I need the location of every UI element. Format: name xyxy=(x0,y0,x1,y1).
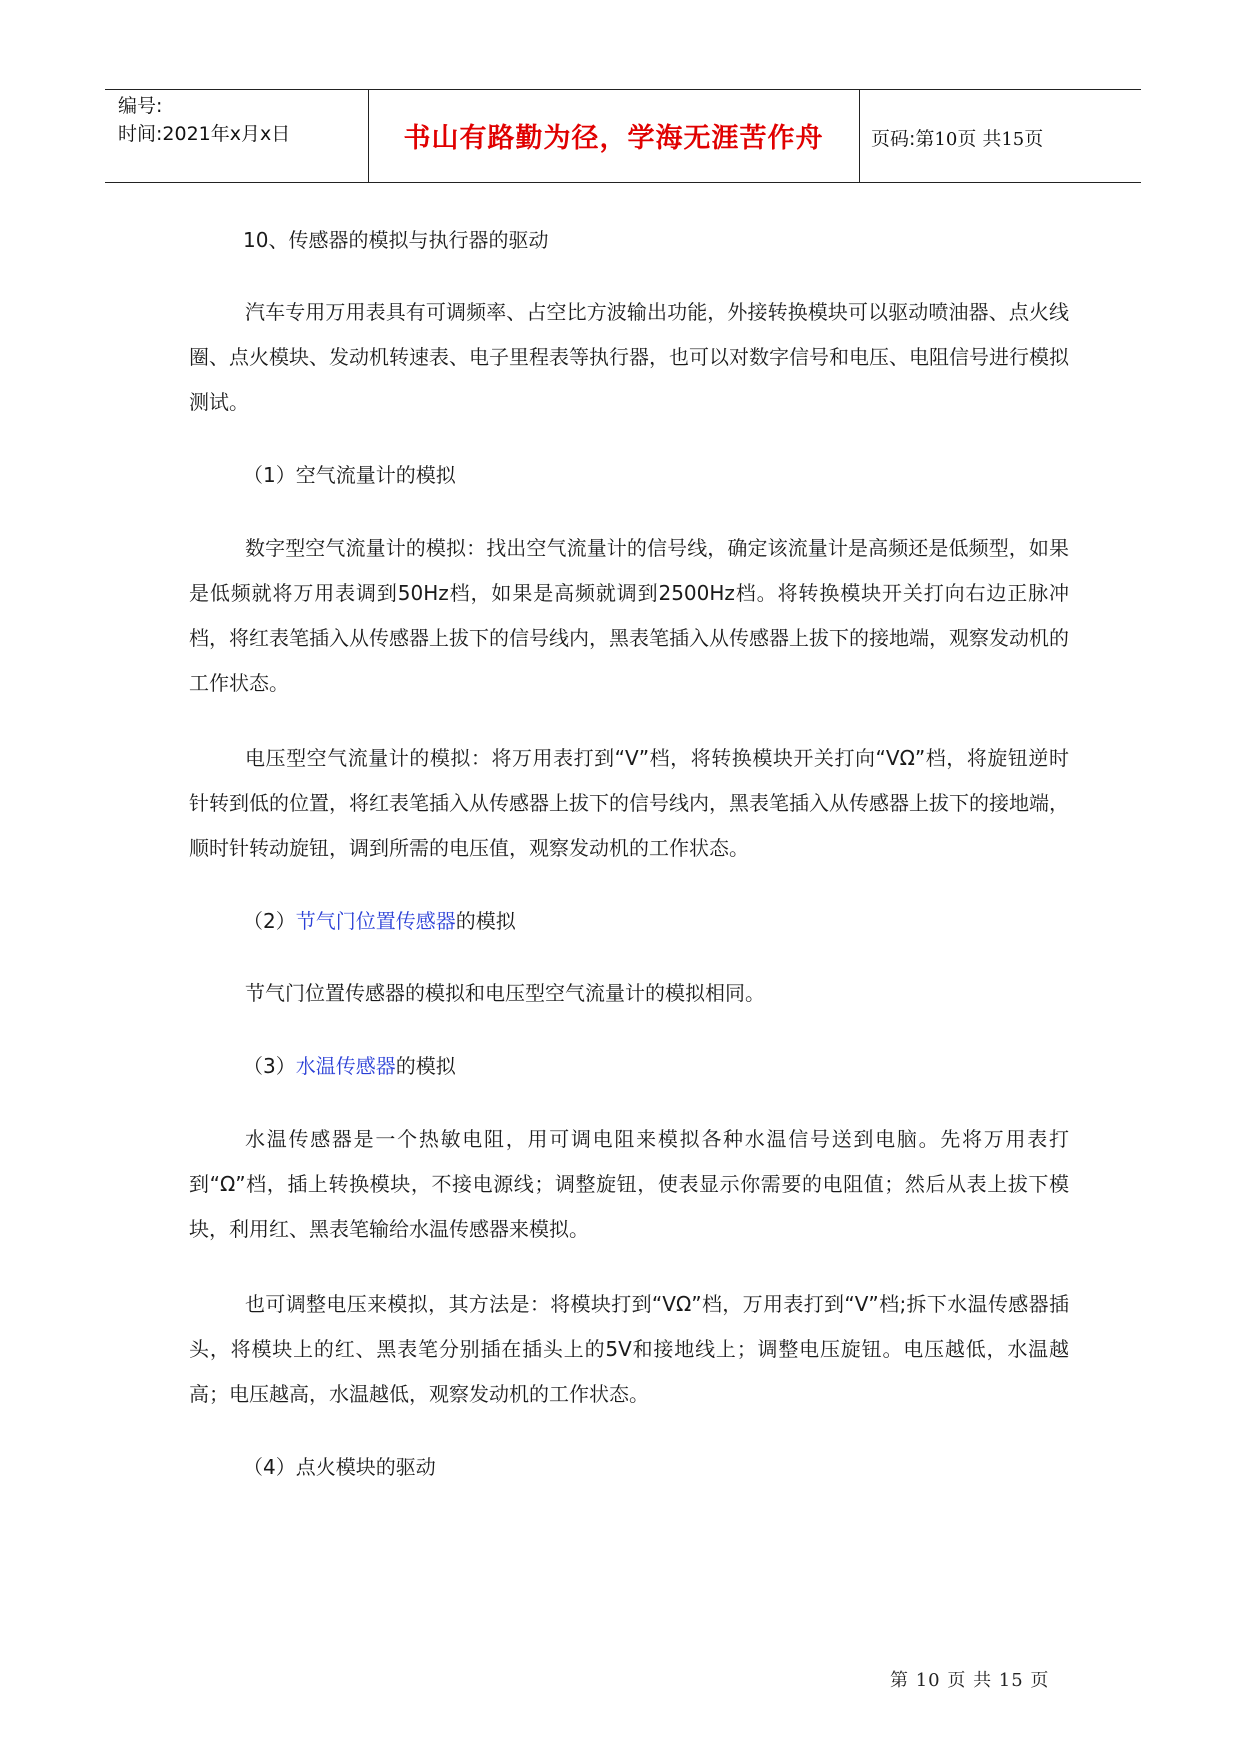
throttle-sensor-link[interactable]: 节气门位置传感器 xyxy=(295,909,456,933)
coolant-sensor-link[interactable]: 水温传感器 xyxy=(295,1054,396,1078)
header-page-current: 10 xyxy=(934,129,958,150)
header-page-mid: 页 共 xyxy=(957,128,1002,150)
subsection-3-title xyxy=(189,1050,1069,1082)
subsection-3-suffix: 的模拟 xyxy=(395,1054,456,1078)
page-footer: 第 10 页 共 15 页 xyxy=(890,1670,1050,1691)
header-page-info xyxy=(871,124,1043,151)
header-time-label: 时间:2021年x月x日 xyxy=(118,123,291,145)
header-top-rule xyxy=(105,89,1141,90)
document-body xyxy=(189,224,1069,1483)
intro-paragraph: 汽车专用万用表具有可调频率、占空比方波输出功能，外接转换模块可以驱动喷油器、点火线圈、点火模块、发动机转速表、电子里程表等执行器，也可以对数字信号和电压、电阻信号进行模拟测试。 xyxy=(189,300,1069,414)
subsection-2-title xyxy=(189,905,1069,937)
header-page-prefix: 页码:第 xyxy=(871,128,935,150)
subsection-1-paragraph-1: 数字型空气流量计的模拟：找出空气流量计的信号线，确定该流量计是高频还是低频型，如果是低频就将万用表调到50Hz档，如果是高频就调到2500Hz档。将转换模块开关打向右边正脉冲档，将红表笔插入从传感器上拔下的信号线内，黑表笔插入从传感器上拔下的接地端，观察发动机的工作状态。 xyxy=(189,536,1069,695)
subsection-3-paragraph-2: 也可调整电压来模拟，其方法是：将模块打到“VΩ”档，万用表打到“V”档;拆下水温传感器插头，将模块上的红、黑表笔分别插在插头上的5V和接地线上；调整电压旋钮。电压越低，水温越高；电压越高，水温越低，观察发动机的工作状态。 xyxy=(189,1292,1069,1406)
header-page-total: 15 xyxy=(1001,129,1025,150)
header-meta xyxy=(118,92,290,148)
header-motto: 书山有路勤为径，学海无涯苦作舟 xyxy=(403,123,824,154)
header-number-label: 编号: xyxy=(118,95,163,117)
subsection-1-paragraph-2: 电压型空气流量计的模拟：将万用表打到“V”档，将转换模块开关打向“VΩ”档，将旋钮逆时针转到低的位置，将红表笔插入从传感器上拔下的信号线内，黑表笔插入从传感器上拔下的接地端，顺时针转动旋钮，调到所需的电压值，观察发动机的工作状态。 xyxy=(189,746,1069,860)
header-page-suffix: 页 xyxy=(1024,128,1044,150)
section-title: 10、传感器的模拟与执行器的驱动 xyxy=(243,228,549,252)
header-divider-right xyxy=(859,89,860,182)
subsection-3-paragraph-1: 水温传感器是一个热敏电阻，用可调电阻来模拟各种水温信号送到电脑。先将万用表打到“Ω”档，插上转换模块，不接电源线；调整旋钮，使表显示你需要的电阻值；然后从表上拔下模块，利用红、黑表笔输给水温传感器来模拟。 xyxy=(189,1127,1069,1241)
subsection-4-title: （4）点火模块的驱动 xyxy=(243,1455,436,1479)
header-bottom-rule xyxy=(105,182,1141,183)
subsection-2-suffix: 的模拟 xyxy=(455,909,516,933)
subsection-2-prefix: （2） xyxy=(243,909,296,933)
subsection-3-prefix: （3） xyxy=(243,1054,296,1078)
subsection-2-paragraph: 节气门位置传感器的模拟和电压型空气流量计的模拟相同。 xyxy=(245,981,765,1005)
subsection-1-title: （1）空气流量计的模拟 xyxy=(243,463,456,487)
